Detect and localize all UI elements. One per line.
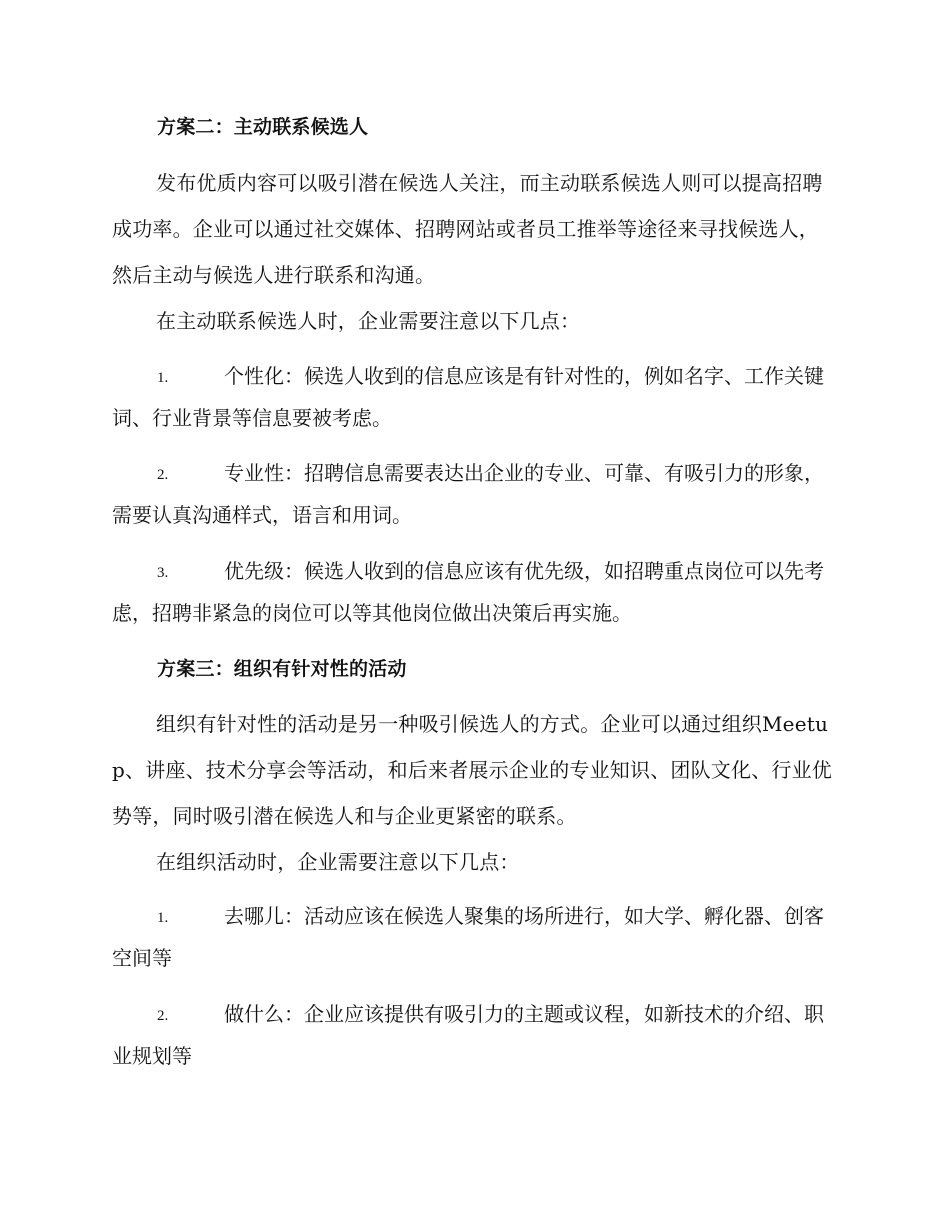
section-heading-plan2: 方案二：主动联系候选人 bbox=[157, 116, 369, 138]
paragraph-plan3-intro: 在组织活动时，企业需要注意以下几点： bbox=[156, 850, 520, 874]
list-number: 2. bbox=[157, 1008, 169, 1024]
list-item: 去哪儿：活动应该在候选人聚集的场所进行，如大学、孵化器、创客空间等 bbox=[112, 904, 824, 970]
list-number: 1. bbox=[157, 370, 169, 386]
list-item: 专业性：招聘信息需要表达出企业的专业、可靠、有吸引力的形象，需要认真沟通样式，语言和用词。 bbox=[112, 461, 824, 527]
paragraph-plan3-body: 组织有针对性的活动是另一种吸引候选人的方式。企业可以通过组织Meetup、讲座、技术分享会等活动，和后来者展示企业的专业知识、团队文化、行业优势等，同时吸引潜在候选人和与企业更紧密的联系。 bbox=[112, 712, 833, 828]
list-number: 2. bbox=[157, 467, 169, 483]
list-number: 1. bbox=[157, 910, 169, 926]
list-item: 个性化：候选人收到的信息应该是有针对性的，例如名字、工作关键词、行业背景等信息要被考虑。 bbox=[112, 364, 824, 430]
list-number: 3. bbox=[157, 565, 169, 581]
section-heading-plan3: 方案三：组织有针对性的活动 bbox=[157, 658, 407, 680]
list-item: 做什么：企业应该提供有吸引力的主题或议程，如新技术的介绍、职业规划等 bbox=[112, 1002, 824, 1068]
list-item: 优先级：候选人收到的信息应该有优先级，如招聘重点岗位可以先考虑，招聘非紧急的岗位可以等其他岗位做出决策后再实施。 bbox=[112, 559, 824, 625]
paragraph-plan2-body: 发布优质内容可以吸引潜在候选人关注，而主动联系候选人则可以提高招聘成功率。企业可以通过社交媒体、招聘网站或者员工推举等途径来寻找候选人，然后主动与候选人进行联系和沟通。 bbox=[112, 171, 823, 287]
paragraph-plan2-intro: 在主动联系候选人时，企业需要注意以下几点： bbox=[156, 309, 581, 333]
